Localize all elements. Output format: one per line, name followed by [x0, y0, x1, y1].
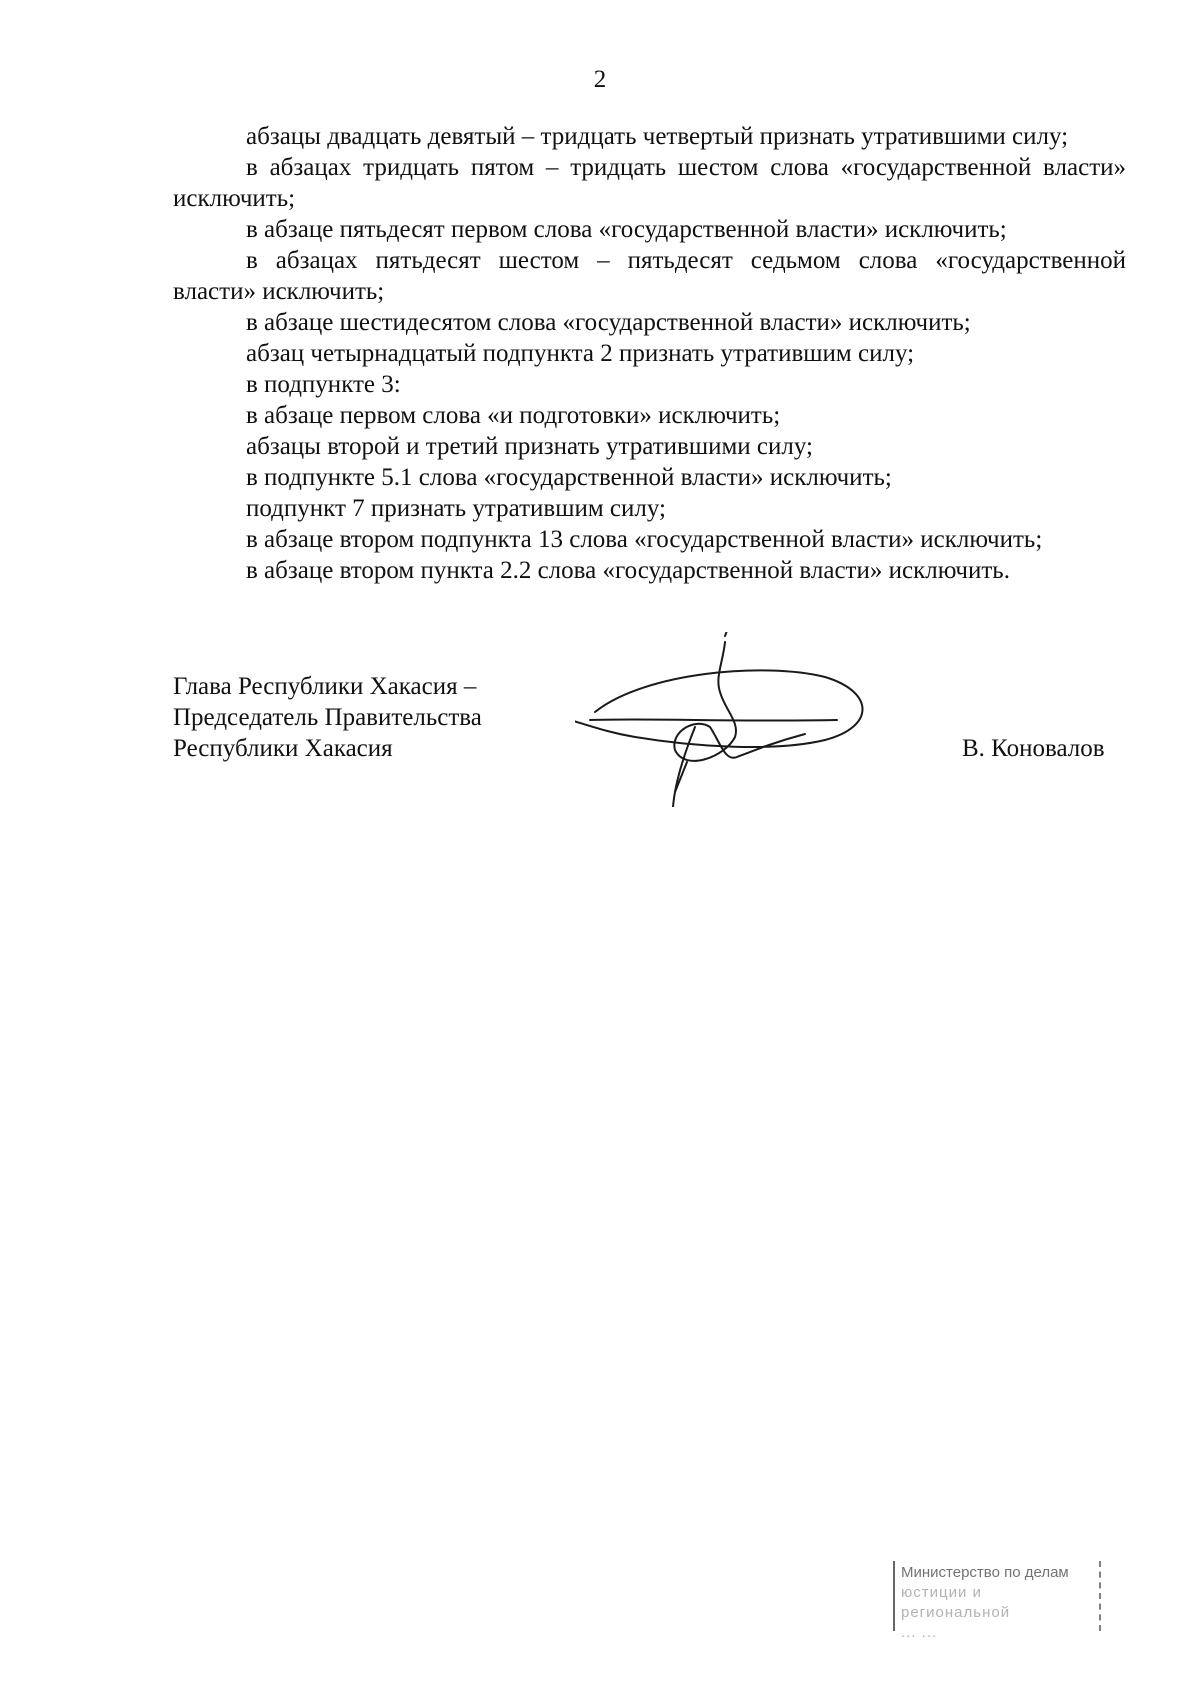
signatory-title-line: Глава Республики Хакасия –: [173, 673, 477, 700]
document-body: [173, 121, 1126, 586]
paragraph: абзацы второй и третий признать утратившими силу;: [246, 433, 813, 460]
paragraph: в подпункте 3:: [246, 371, 401, 398]
paragraph: в абзаце втором пункта 2.2 слова «государственной власти» исключить.: [246, 557, 1010, 584]
handwritten-signature: [575, 632, 885, 807]
registration-stamp: [893, 1561, 1101, 1641]
paragraph: в абзаце втором подпункта 13 слова «государственной власти» исключить;: [246, 526, 1043, 553]
paragraph: в абзаце первом слова «и подготовки» исключить;: [246, 402, 781, 429]
paragraph: в подпункте 5.1 слова «государственной власти» исключить;: [246, 464, 892, 491]
signatory-title-line: Председатель Правительства: [173, 704, 482, 731]
stamp-line: Министерство по делам: [901, 1564, 1069, 1581]
paragraph: в абзаце шестидесятом слова «государственной власти» исключить;: [246, 309, 971, 336]
signatory-title: [173, 671, 482, 764]
stamp-line: юстиции и региональной: [901, 1584, 1011, 1621]
paragraph: подпункт 7 признать утратившим силу;: [246, 495, 666, 522]
signatory-title-line: Республики Хакасия: [173, 735, 393, 762]
page-number: 2: [593, 66, 607, 93]
paragraph: в абзацах тридцать пятом – тридцать шестом слова «государственной власти»: [246, 154, 1126, 181]
paragraph: в абзацах пятьдесят шестом – пятьдесят седьмом слова «государственной: [246, 247, 1126, 274]
paragraph-continuation: власти» исключить;: [173, 278, 385, 305]
paragraph: в абзаце пятьдесят первом слова «государственной власти» исключить;: [246, 216, 1007, 243]
stamp-line: ... ...: [901, 1624, 938, 1641]
paragraph: абзацы двадцать девятый – тридцать четвертый признать утратившими силу;: [246, 123, 1069, 150]
paragraph-continuation: исключить;: [173, 185, 296, 212]
signatory-name: В. Коновалов: [962, 735, 1105, 762]
paragraph: абзац четырнадцатый подпункта 2 признать утратившим силу;: [246, 340, 915, 367]
